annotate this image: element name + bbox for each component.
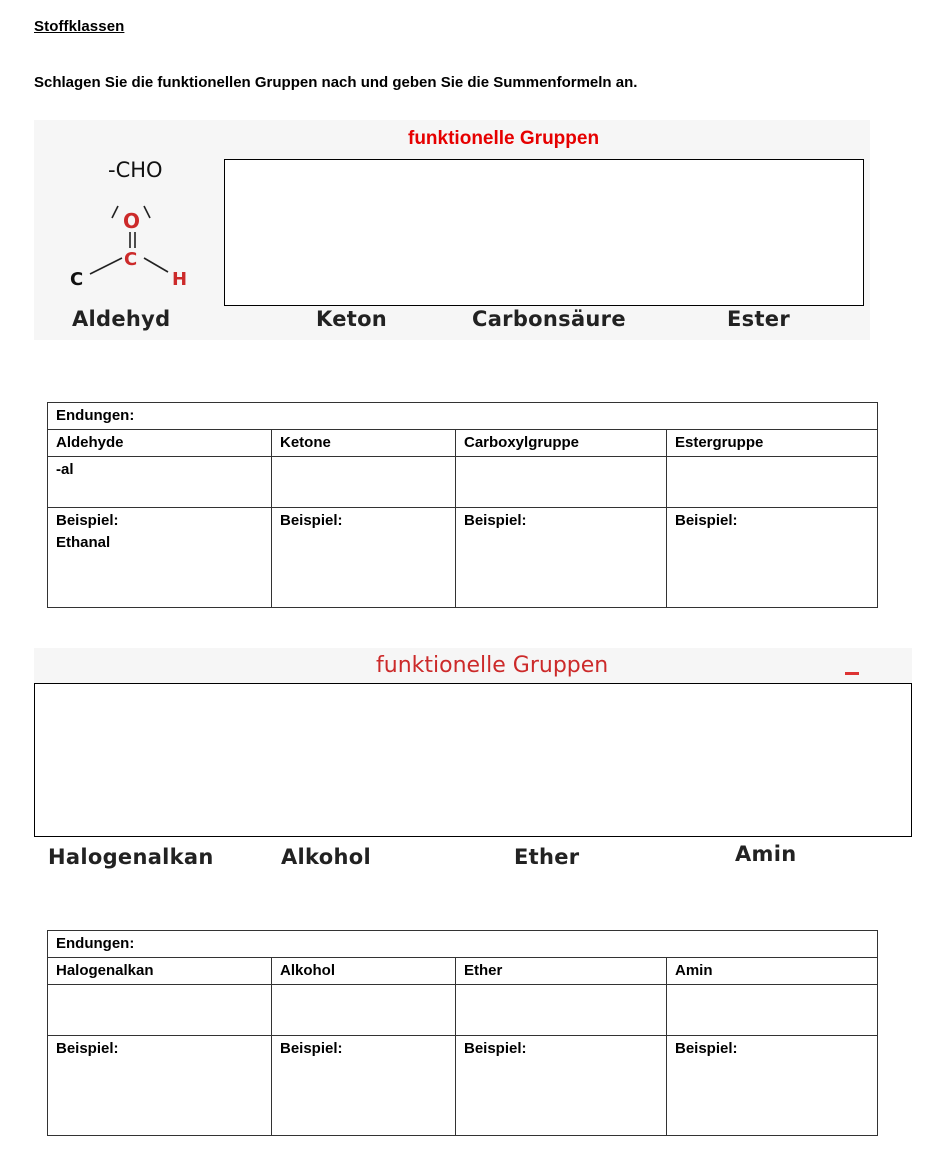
- column-header: Aldehyde: [48, 430, 272, 457]
- example-label: Beispiel:: [464, 512, 527, 529]
- ending-cell[interactable]: [667, 985, 878, 1036]
- example-label: Beispiel:: [56, 512, 119, 529]
- instruction-text: Schlagen Sie die funktionellen Gruppen nach und geben Sie die Summenformeln an.: [34, 74, 638, 91]
- endungen-label: Endungen:: [56, 935, 135, 952]
- cho-formula: -CHO: [108, 158, 163, 182]
- section1-title: funktionelle Gruppen: [408, 128, 600, 149]
- example-cell[interactable]: [272, 508, 456, 608]
- section2-title: funktionelle Gruppen: [376, 653, 609, 678]
- class-label-keton: Keton: [316, 307, 388, 331]
- decorative-red-mark: [845, 672, 859, 675]
- class-label-alkohol: Alkohol: [281, 845, 371, 869]
- table-header: [48, 931, 878, 958]
- section1-endings-table: [47, 402, 878, 608]
- bond-right: [144, 258, 168, 272]
- example-label: Beispiel:: [56, 1040, 119, 1057]
- class-label-ether: Ether: [514, 845, 580, 869]
- example-label: Beispiel:: [464, 1040, 527, 1057]
- column-header: Amin: [667, 958, 878, 985]
- carbon-left: C: [70, 269, 84, 290]
- example-value: Ethanal: [56, 534, 111, 551]
- example-cell[interactable]: [456, 1036, 667, 1136]
- bond-left: [90, 258, 122, 274]
- section2-drawing-box[interactable]: [34, 683, 912, 837]
- ending-cell[interactable]: -al: [48, 457, 272, 508]
- section2-endings-table: [47, 930, 878, 1136]
- page-heading: Stoffklassen: [34, 18, 125, 35]
- class-label-amin: Amin: [735, 842, 797, 866]
- column-header: Ether: [456, 958, 667, 985]
- oxygen-atom: O: [123, 209, 141, 233]
- endungen-label: Endungen:: [56, 407, 135, 424]
- class-label-ester: Ester: [727, 307, 790, 331]
- column-header: Halogenalkan: [48, 958, 272, 985]
- example-label: Beispiel:: [675, 512, 738, 529]
- column-header: Alkohol: [272, 958, 456, 985]
- aldehyde-structure-diagram: [60, 188, 210, 300]
- example-cell[interactable]: [48, 508, 272, 608]
- table-header: [48, 403, 878, 430]
- example-cell[interactable]: [272, 1036, 456, 1136]
- hydrogen-atom: H: [172, 269, 188, 290]
- column-header: Carboxylgruppe: [456, 430, 667, 457]
- column-header: Ketone: [272, 430, 456, 457]
- ending-cell[interactable]: [667, 457, 878, 508]
- example-label: Beispiel:: [675, 1040, 738, 1057]
- example-cell[interactable]: [667, 508, 878, 608]
- example-cell[interactable]: [456, 508, 667, 608]
- ending-cell[interactable]: [272, 985, 456, 1036]
- ending-cell[interactable]: [456, 985, 667, 1036]
- class-label-carbonsaeure: Carbonsäure: [472, 307, 626, 331]
- example-cell[interactable]: [48, 1036, 272, 1136]
- example-cell[interactable]: [667, 1036, 878, 1136]
- lone-pair-left: [112, 206, 118, 218]
- class-label-halogenalkan: Halogenalkan: [48, 845, 214, 869]
- example-label: Beispiel:: [280, 1040, 343, 1057]
- class-label-aldehyd: Aldehyd: [72, 307, 171, 331]
- ending-cell[interactable]: [272, 457, 456, 508]
- carbonyl-carbon: C: [124, 249, 138, 270]
- section1-drawing-box[interactable]: [224, 159, 864, 306]
- lone-pair-right: [144, 206, 150, 218]
- column-header: Estergruppe: [667, 430, 878, 457]
- example-label: Beispiel:: [280, 512, 343, 529]
- ending-cell[interactable]: [456, 457, 667, 508]
- ending-cell[interactable]: [48, 985, 272, 1036]
